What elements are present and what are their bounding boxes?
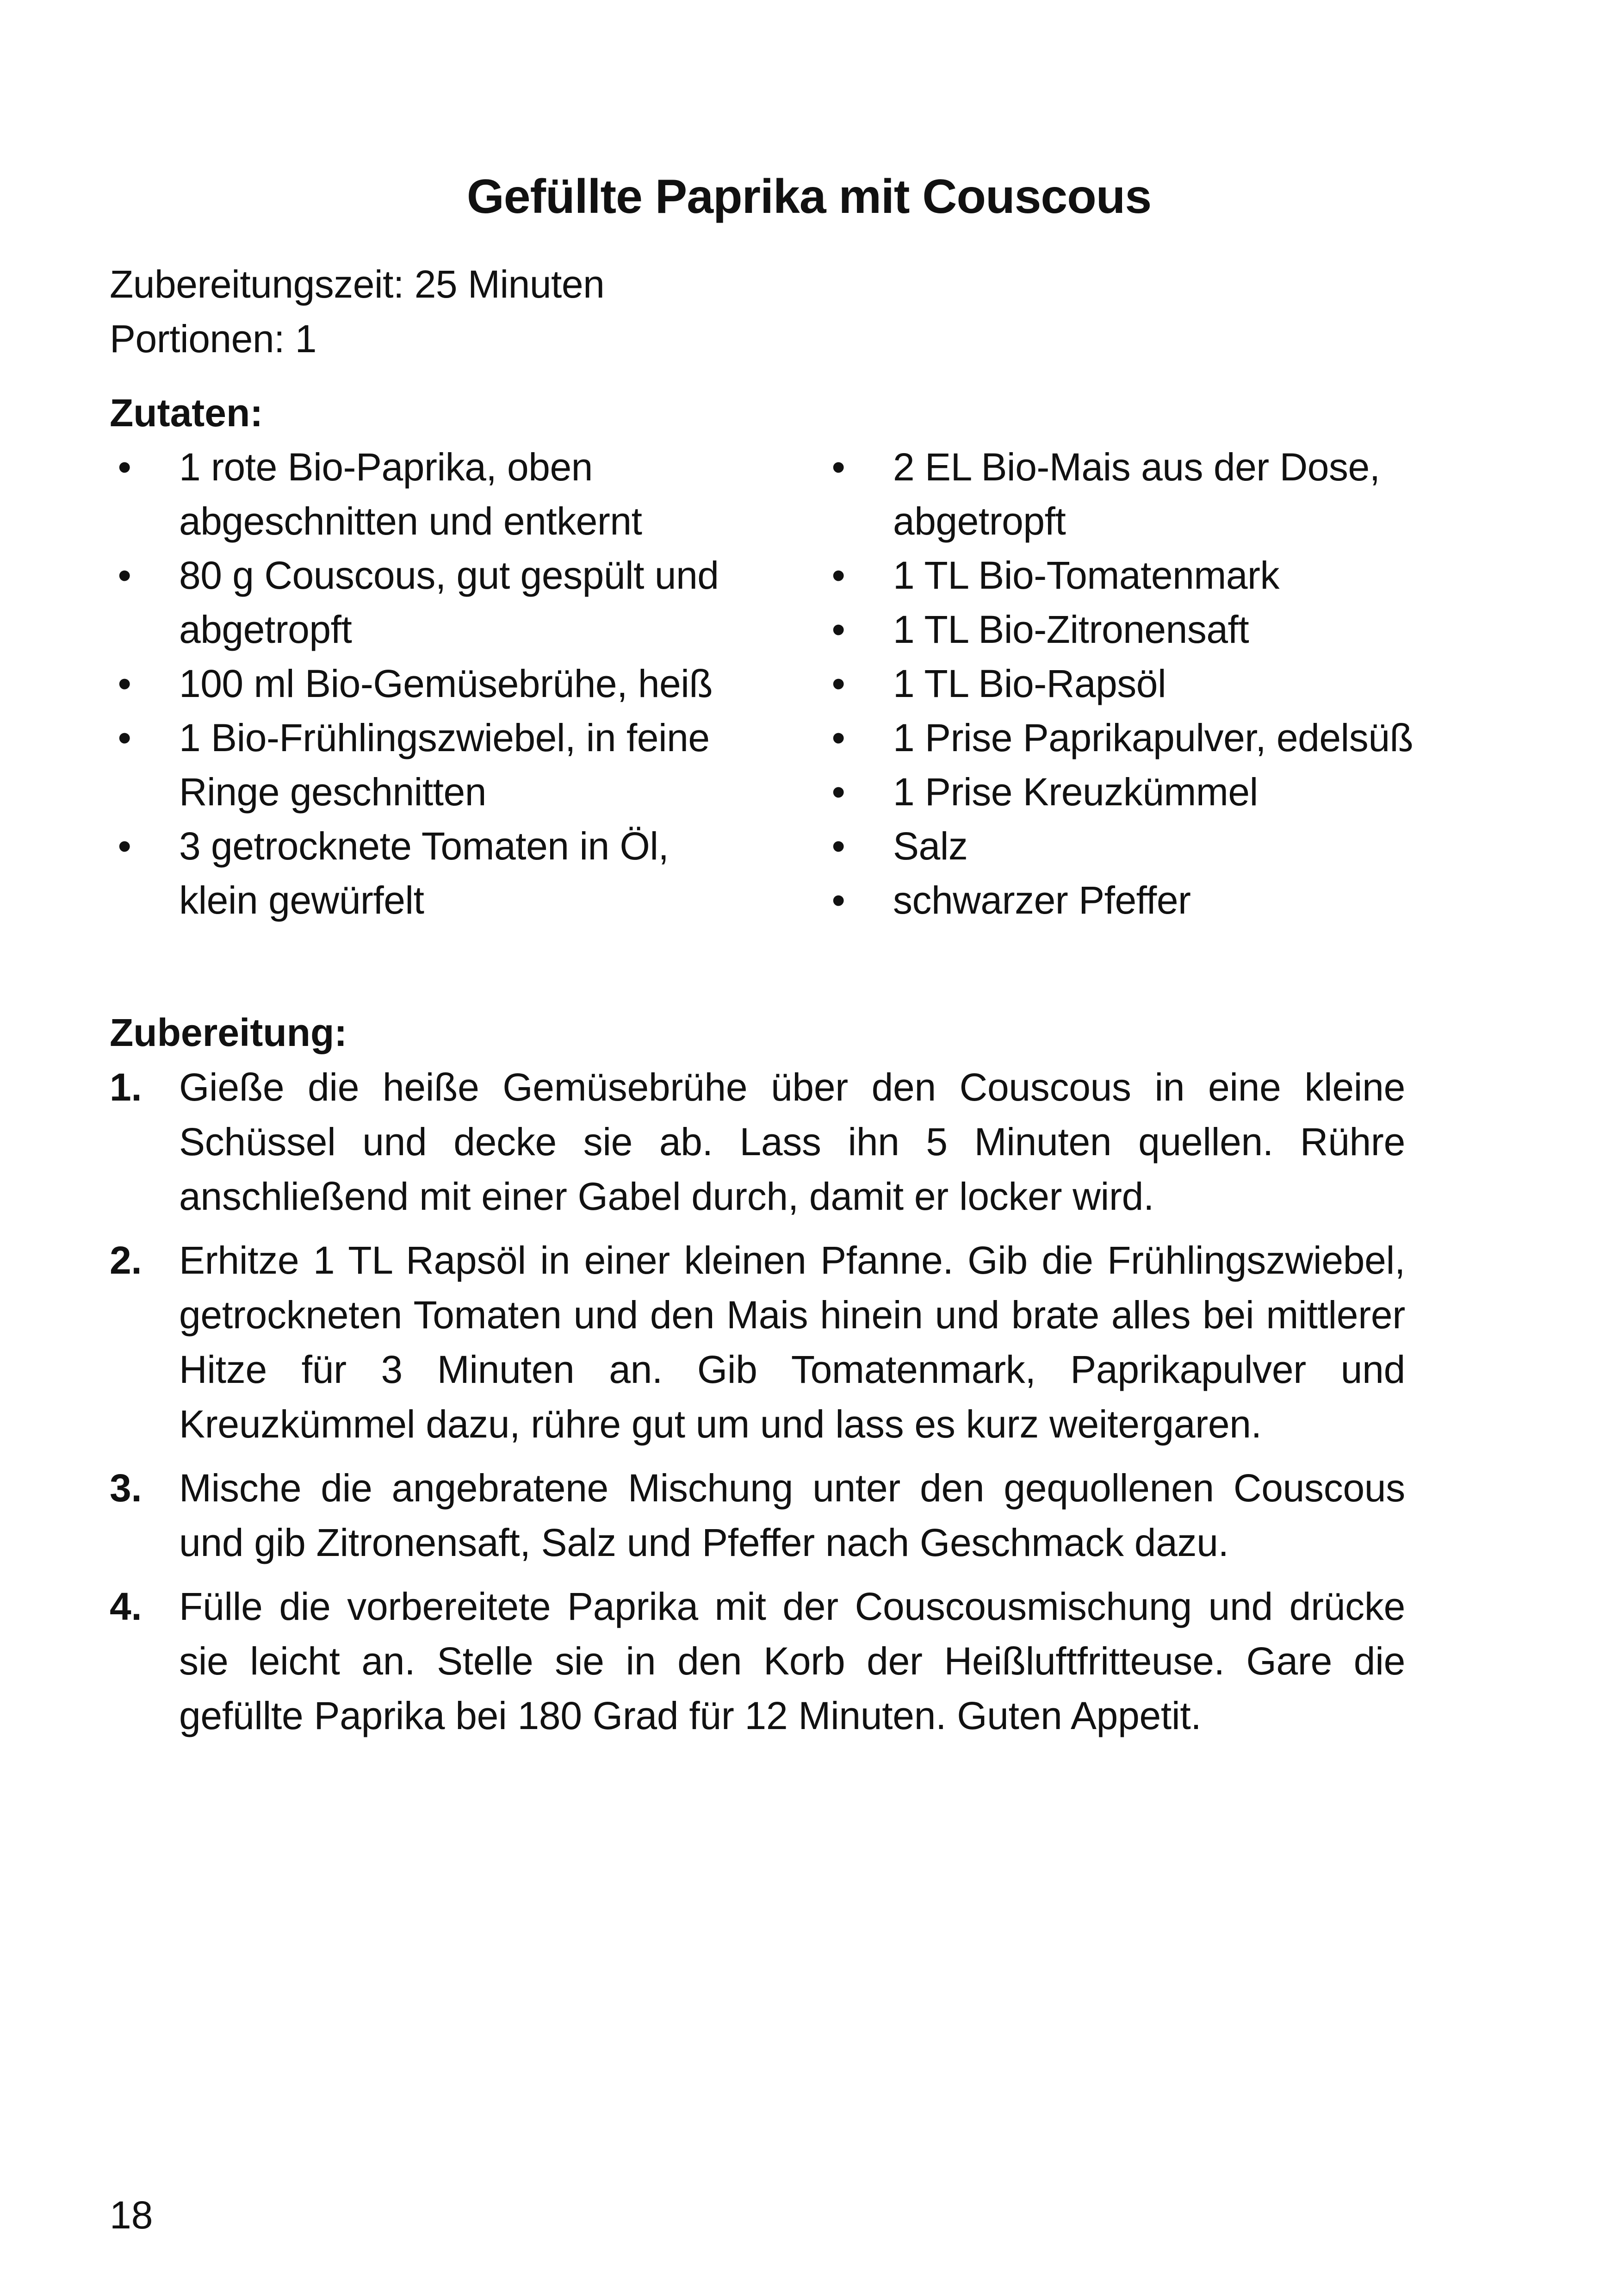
step-text: Mische die angebratene Mischung unter den gequollenen Couscous und gib Zitronensaft, Salz und Pfeffer nach Geschmack dazu. <box>179 1466 1405 1564</box>
ingredient-text: 1 TL Bio-Rapsöl <box>893 662 1166 705</box>
step-number: 1. <box>110 1065 142 1109</box>
step-number: 3. <box>110 1466 142 1510</box>
bullet: • <box>118 554 131 597</box>
ingredient-text: Salz <box>893 824 968 868</box>
ingredient-text: 1 Prise Paprikapulver, edelsüß <box>893 716 1413 759</box>
step-text: Fülle die vorbereitete Paprika mit der Couscousmischung und drücke sie leicht an. Stelle sie in den Korb der Heißluftfritteuse. Gare die gefüllte Paprika bei 180 Grad für 12 Minuten. Guten Appetit. <box>179 1585 1405 1737</box>
ingredient-text: 100 ml Bio-Gemüsebrühe, heiß <box>179 662 713 705</box>
ingredient-item <box>118 548 725 657</box>
ingredient-text: 1 Bio-Frühlingszwiebel, in feine Ringe geschnitten <box>179 716 710 814</box>
bullet: • <box>831 608 845 651</box>
bullet: • <box>118 824 131 868</box>
step-item <box>110 1579 1405 1743</box>
step-text: Erhitze 1 TL Rapsöl in einer kleinen Pfanne. Gib die Frühlingszwiebel, getrockneten Tomaten und den Mais hinein und brate alles bei mittlerer Hitze für 3 Minuten an. Gib Tomatenmark, Paprikapulver und Kreuzkümmel dazu, rühre gut um und lass es kurz weitergaren. <box>179 1238 1405 1446</box>
bullet: • <box>831 445 845 489</box>
ingredients-heading: Zutaten: <box>110 391 263 435</box>
ingredient-text: 1 Prise Kreuzkümmel <box>893 770 1258 814</box>
recipe-title: Gefüllte Paprika mit Couscous <box>466 170 1152 224</box>
bullet: • <box>831 554 845 597</box>
ingredient-item <box>831 440 1425 548</box>
ingredient-item <box>831 873 1425 927</box>
preparation-steps <box>110 1060 1405 1752</box>
step-number: 2. <box>110 1238 142 1282</box>
bullet: • <box>831 878 845 922</box>
ingredient-item <box>118 819 725 927</box>
ingredient-text: 1 TL Bio-Tomatenmark <box>893 554 1280 597</box>
step-item <box>110 1233 1405 1451</box>
servings: Portionen: 1 <box>110 317 316 361</box>
bullet: • <box>831 824 845 868</box>
preparation-heading: Zubereitung: <box>110 1011 347 1054</box>
ingredient-text: 80 g Couscous, gut gespült und abgetropft <box>179 554 719 651</box>
bullet: • <box>831 716 845 759</box>
ingredient-item <box>831 548 1425 603</box>
bullet: • <box>118 662 131 705</box>
ingredients-list-left <box>118 440 725 927</box>
prep-time: Zubereitungszeit: 25 Minuten <box>110 262 605 306</box>
ingredient-text: 1 rote Bio-Paprika, oben abgeschnitten und entkernt <box>179 445 642 543</box>
ingredient-text: 2 EL Bio-Mais aus der Dose, abgetropft <box>893 445 1380 543</box>
page-number: 18 <box>110 2193 153 2237</box>
step-text: Gieße die heiße Gemüsebrühe über den Couscous in eine kleine Schüssel und decke sie ab. Lass ihn 5 Minuten quellen. Rühre anschließend mit einer Gabel durch, damit er locker wird. <box>179 1065 1405 1218</box>
ingredient-item <box>118 657 725 711</box>
ingredient-text: 3 getrocknete Tomaten in Öl, klein gewürfelt <box>179 824 669 922</box>
step-item <box>110 1461 1405 1570</box>
ingredient-text: 1 TL Bio-Zitronensaft <box>893 608 1249 651</box>
ingredient-item <box>831 819 1425 873</box>
bullet: • <box>831 770 845 814</box>
ingredient-item <box>831 603 1425 657</box>
ingredient-item <box>831 765 1425 819</box>
ingredient-text: schwarzer Pfeffer <box>893 878 1191 922</box>
ingredient-item <box>831 657 1425 711</box>
ingredient-item <box>118 711 725 819</box>
bullet: • <box>118 445 131 489</box>
bullet: • <box>831 662 845 705</box>
ingredient-item <box>831 711 1425 765</box>
ingredients-list-right <box>831 440 1425 927</box>
ingredient-item <box>118 440 725 548</box>
step-item <box>110 1060 1405 1224</box>
step-number: 4. <box>110 1585 142 1628</box>
bullet: • <box>118 716 131 759</box>
